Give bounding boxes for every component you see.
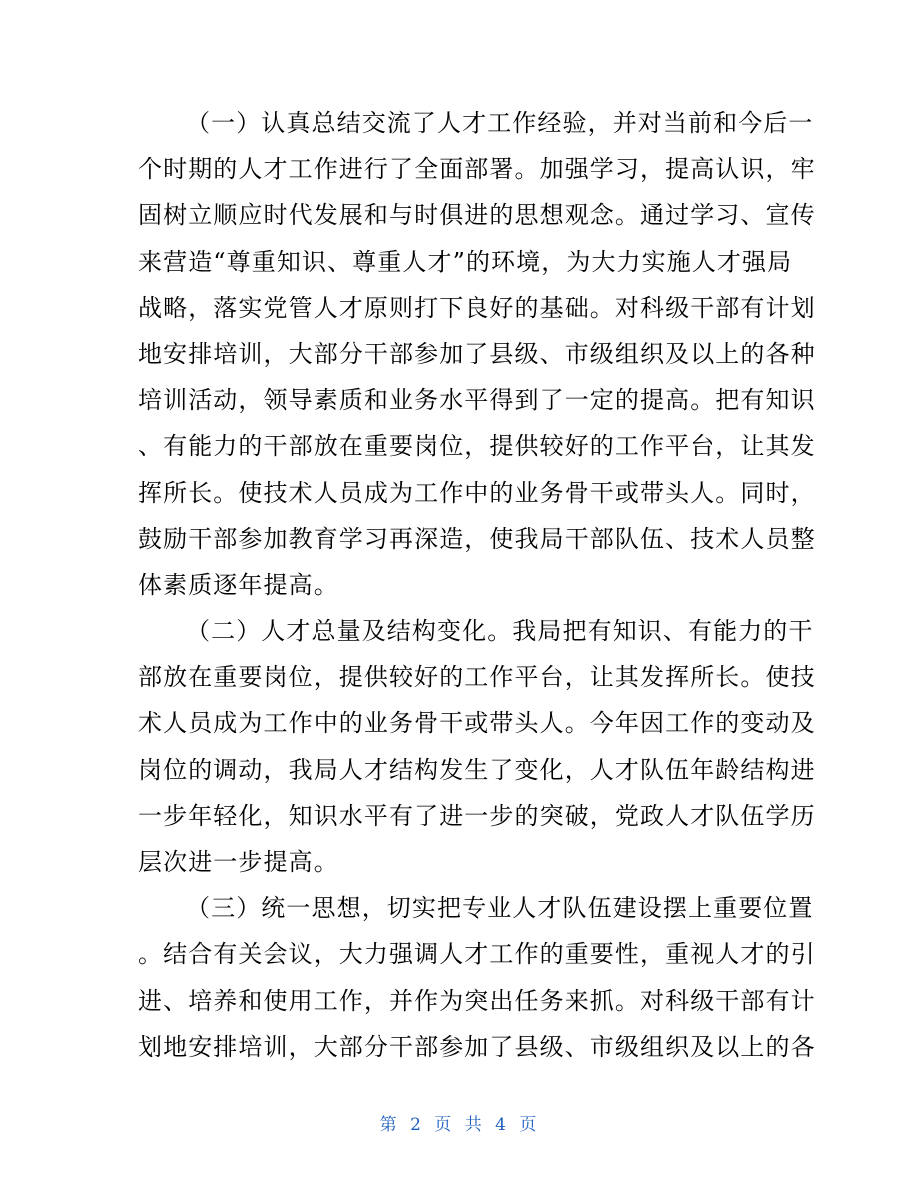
text-line: 术人员成为工作中的业务骨干或带头人。今年因工作的变动及 <box>138 709 816 738</box>
text-line: 部放在重要岗位，提供较好的工作平台，让其发挥所长。使技 <box>138 663 816 692</box>
text-line: 体素质逐年提高。 <box>138 570 339 599</box>
text-line: 进、培养和使用工作，并作为突出任务来抓。对科级干部有计 <box>138 986 816 1015</box>
text-line: 战略，落实党管人才原则打下良好的基础。对科级干部有计划 <box>138 293 816 322</box>
document-body <box>138 100 816 1070</box>
text-line: 固树立顺应时代发展和与时俱进的思想观念。通过学习、宣传 <box>138 201 816 230</box>
text-line: 岗位的调动，我局人才结构发生了变化，人才队伍年龄结构进 <box>138 755 816 784</box>
text-line: （一）认真总结交流了人才工作经验，并对当前和今后一 <box>186 109 814 137</box>
text-line: 个时期的人才工作进行了全面部署。加强学习，提高认识，牢 <box>138 155 816 184</box>
text-line: （二）人才总量及结构变化。我局把有知识、有能力的干 <box>186 617 814 646</box>
text-line: 一步年轻化，知识水平有了进一步的突破，党政人才队伍学历 <box>138 801 816 830</box>
text-line: 划地安排培训，大部分干部参加了县级、市级组织及以上的各 <box>138 1032 816 1061</box>
text-line: 鼓励干部参加教育学习再深造，使我局干部队伍、技术人员整 <box>138 524 816 553</box>
text-line: 培训活动，领导素质和业务水平得到了一定的提高。把有知识 <box>138 386 816 415</box>
text-line: 。结合有关会议，大力强调人才工作的重要性，重视人才的引 <box>138 940 816 969</box>
text-line: （三）统一思想，切实把专业人才队伍建设摆上重要位置 <box>186 894 814 923</box>
text-line: 层次进一步提高。 <box>138 848 339 876</box>
text-line: 、有能力的干部放在重要岗位，提供较好的工作平台，让其发 <box>138 432 816 461</box>
text-line: 挥所长。使技术人员成为工作中的业务骨干或带头人。同时， <box>138 478 816 507</box>
text-line: 地安排培训，大部分干部参加了县级、市级组织及以上的各种 <box>138 339 816 368</box>
text-line: 来营造“尊重知识、尊重人才”的环境，为大力实施人才强局 <box>138 247 793 276</box>
page-number-footer: 第 2 页 共 4 页 <box>379 1115 541 1135</box>
